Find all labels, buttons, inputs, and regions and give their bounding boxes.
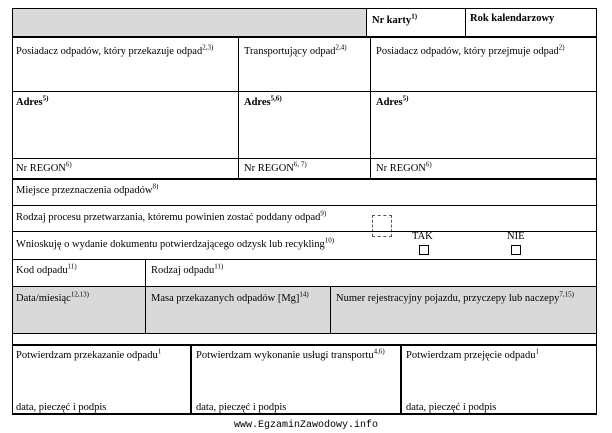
sender-adres: Adres$^{5)}$ <box>16 94 49 108</box>
confirm-przejecie-label: Potwierdzam przejęcie odpadu$^1$ <box>406 347 539 361</box>
confirm-przekazanie-label: Potwierdzam przekazanie odpadu$^1$ <box>16 347 162 361</box>
transporter-label: Transportujący odpad$^{2,4)}$ <box>244 43 347 57</box>
receiver-label: Posiadacz odpadów, który przejmuje odpad$^{2)}$ <box>376 43 565 57</box>
sender-regon: Nr REGON$^{6)}$ <box>16 160 72 174</box>
nr-karty-label: Nr karty$^{1)}$ <box>372 12 418 26</box>
confirm-transport-label: Potwierdzam wykonanie usługi transportu$^{4,6)}$ <box>196 347 385 361</box>
rok-kalendarzowy-label: Rok kalendarzowy <box>470 13 555 24</box>
data-miesiac-label: Data/miesiąc$^{12,13)}$ <box>16 290 89 304</box>
confirm-przejecie-sign: data, pieczęć i podpis <box>406 402 497 413</box>
kod-odpadu-label: Kod odpadu$^{11)}$ <box>16 262 77 276</box>
transporter-regon: Nr REGON$^{6, 7)}$ <box>244 160 307 174</box>
rodzaj-odpadu-label: Rodzaj odpadu$^{11)}$ <box>151 262 224 276</box>
miejsce-label: Miejsce przeznaczenia odpadów$^{8)}$ <box>16 182 159 196</box>
nie-checkbox[interactable] <box>511 245 521 255</box>
tak-label: TAK <box>412 231 433 242</box>
transporter-adres: Adres$^{5,6)}$ <box>244 94 282 108</box>
confirm-transport-sign: data, pieczęć i podpis <box>196 402 287 413</box>
receiver-regon: Nr REGON$^{6)}$ <box>376 160 432 174</box>
nie-label: NIE <box>507 231 525 242</box>
wniosek-label: Wnioskuję o wydanie dokumentu potwierdzającego odzysk lub recykling$^{10)}$ <box>16 236 335 250</box>
tak-checkbox[interactable] <box>419 245 429 255</box>
masa-label: Masa przekazanych odpadów $[Mg]^{14)}$ <box>151 290 309 304</box>
header-gray-area <box>12 8 366 36</box>
proces-label: Rodzaj procesu przetwarzania, któremu powinien zostać poddany odpad$^{9)}$ <box>16 209 327 223</box>
sender-label: Posiadacz odpadów, który przekazuje odpad$^{2,3)}$ <box>16 43 214 57</box>
receiver-adres: Adres$^{5)}$ <box>376 94 409 108</box>
confirm-przekazanie-sign: data, pieczęć i podpis <box>16 402 107 413</box>
stamp-mark <box>372 215 392 237</box>
footer-url: www.EgzaminZawodowy.info <box>233 420 379 431</box>
numer-rejestracyjny-label: Numer rejestracyjny pojazdu, przyczepy lub naczepy$^{7,15)}$ <box>336 290 574 304</box>
